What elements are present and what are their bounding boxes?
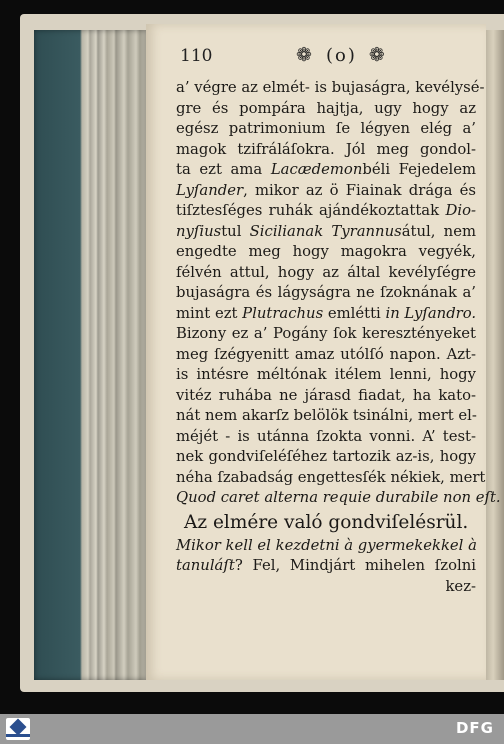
text-line: [176, 488, 501, 509]
ornament-center: (o): [325, 45, 357, 66]
text-line: [176, 324, 476, 345]
text-run: bujaságra és lágyságra ne ſzoknának a’: [176, 284, 476, 301]
text-line: [176, 119, 476, 140]
page-edges: [34, 30, 146, 680]
text-line: [176, 201, 476, 222]
text-line: [176, 447, 476, 468]
paragraph-body: [176, 78, 501, 509]
text-run: Bizony ez a’ Pogány ſok keresztényeket: [176, 325, 476, 342]
dfg-logo[interactable]: DFG: [455, 719, 494, 737]
text-run: nek gondviſeléſéhez tartozik az-is, hogy: [176, 448, 476, 465]
italic-text: Lyſander: [176, 181, 244, 199]
text-line: [176, 181, 476, 202]
italic-text: Mikor kell el kezdetni à gyermekekkel à: [176, 536, 477, 554]
text-run: a’ végre az elmét- is bujaságra, kevélysé-: [176, 79, 485, 96]
text-run: meg ſzégyenitt amaz utólſó napon. Azt-: [176, 345, 476, 363]
text-run: ta ezt ama: [176, 161, 271, 178]
text-run: gre és pompára hajtja, ugy hogy az: [176, 99, 476, 117]
text-line: [176, 263, 476, 284]
text-line: [176, 304, 476, 325]
text-run: félvén attul, hogy az által kevélyſégre: [176, 263, 476, 281]
text-run: nát nem akarſz belölök tsinálni, mert el-: [176, 407, 477, 424]
page-number: 110: [180, 46, 213, 66]
italic-text: Plutrachus: [242, 304, 324, 322]
text-run: béli Fejedelem: [362, 161, 476, 178]
text-run: egész patrimonium ſe légyen elég a’: [176, 120, 476, 137]
italic-text: Lacædemon: [270, 161, 363, 178]
text-line: [176, 365, 476, 386]
text-line: [176, 160, 476, 181]
text-line: [176, 536, 476, 557]
text-run: méjét - is utánna ſzokta vonni. A’ test-: [176, 427, 476, 445]
italic-text: nyſius: [176, 222, 222, 240]
ornament-right-icon: ❁: [368, 44, 387, 66]
text-run: ? Fel, Mindjárt mihelen ſzolni: [234, 557, 476, 574]
text-run: , mikor az ö Fiainak drága és: [243, 181, 476, 199]
italic-text: in Lyſandro.: [385, 304, 477, 322]
text-line: [176, 427, 476, 448]
text-run: magok tzifráláſokra. Jól meg gondol-: [176, 140, 476, 158]
book-page: [146, 24, 501, 680]
catchword: kez-: [445, 577, 476, 595]
text-line: [176, 222, 476, 243]
italic-text: Quod caret alterna requie durabile non eſt.: [176, 489, 501, 506]
text-run: is intésre méltónak itélem lenni, hogy: [176, 366, 476, 383]
text-line: [176, 386, 476, 407]
text-run: engedte meg hogy magokra vegyék,: [176, 243, 476, 260]
section-heading: Az elmére való gondviſelésrül.: [184, 511, 469, 533]
text-run: tiſztesſéges ruhák ajándékoztattak: [176, 202, 446, 219]
text-line: [176, 556, 476, 577]
paragraph-next: [176, 536, 476, 577]
text-run: tul: [221, 222, 250, 240]
ornament-left-icon: ❁: [296, 44, 314, 66]
italic-text: Sicilianak Tyrannus: [249, 222, 402, 240]
text-line: [176, 99, 476, 120]
viewer-footer: [0, 714, 504, 744]
text-line: [176, 283, 476, 304]
italic-text: Dio-: [445, 202, 476, 219]
text-run: mint ezt: [176, 304, 243, 322]
text-line: [176, 140, 476, 161]
page-text: [176, 78, 501, 597]
text-line: [176, 468, 486, 489]
text-run: átul, nem: [401, 222, 476, 240]
right-page-edge: [486, 30, 504, 680]
text-line: [176, 345, 476, 366]
text-run: emlétti: [323, 304, 386, 322]
text-line: [176, 406, 476, 427]
library-logo-icon[interactable]: [6, 718, 30, 740]
italic-text: tanuláſt: [176, 557, 235, 574]
header-ornament: [296, 44, 387, 66]
text-run: vitéz ruhába ne járasd fiadat, ha kato-: [176, 386, 476, 404]
text-line: [176, 78, 485, 99]
text-run: néha ſzabadság engettesſék nékiek, mert: [176, 468, 486, 486]
text-line: [176, 242, 476, 263]
